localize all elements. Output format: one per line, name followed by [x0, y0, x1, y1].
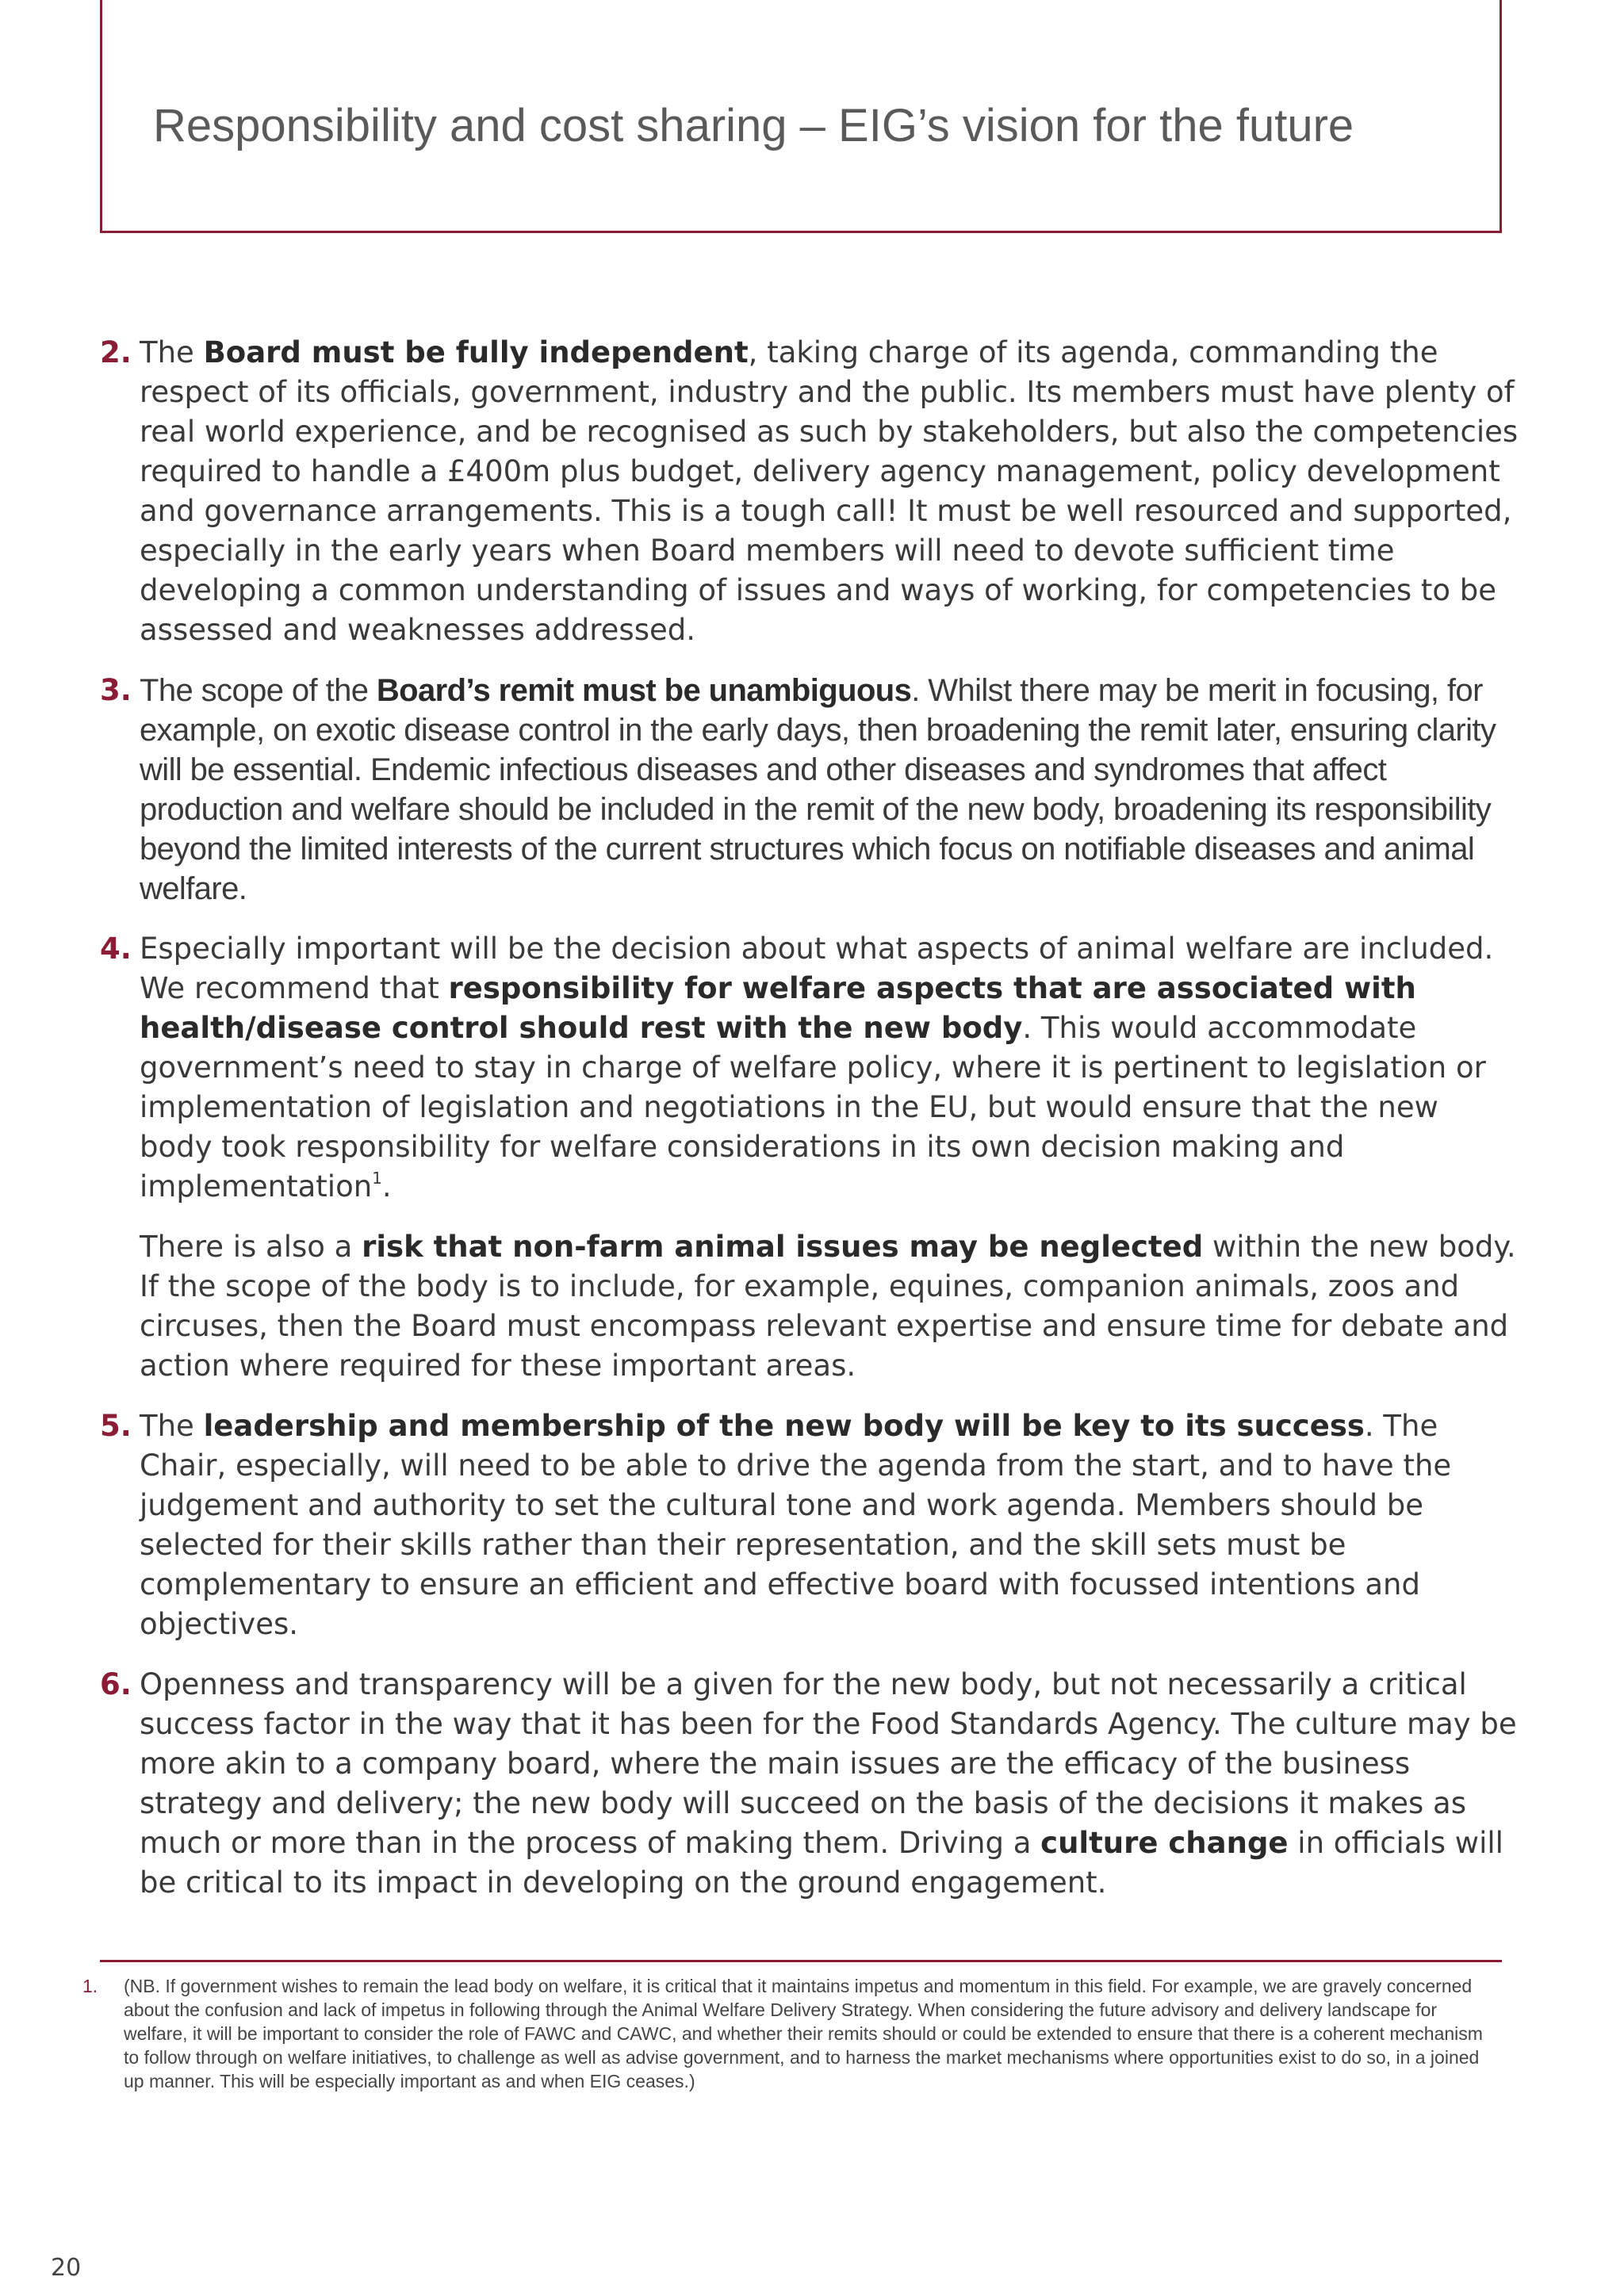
item-text: The Board must be fully independent, taking charge of its agenda, commanding the respect of its officials, government, industry and the public. Its members must have plenty of real world experience, and be recognised as such by stakeholders, but also the competencies required to handle a £400m plus budget, delivery agency management, policy development and governance arrangements. This is a tough call! It must be well resourced and supported, especially in the early years when Board members will need to devote sufficient time developing a common understanding of issues and ways of working, for competencies to be assessed and weaknesses addressed.	[140, 335, 1519, 647]
item-emphasis: risk that non-farm animal issues may be neglected	[362, 1230, 1204, 1264]
item-number: 4.	[100, 932, 132, 966]
list-item-4	[100, 929, 1519, 1207]
item-number: 5.	[100, 1409, 132, 1443]
item-number: 2.	[100, 335, 132, 369]
item-number: 3.	[100, 673, 132, 707]
page-number: 20	[51, 2254, 82, 2282]
list-item-2	[100, 333, 1519, 650]
item-emphasis: Board must be fully independent	[203, 335, 749, 369]
item-text: Especially important will be the decision about what aspects of animal welfare are included. We recommend that responsibility for welfare aspects that are associated with health/disease control should rest with the new body. This would accommodate government’s need to stay in charge of welfare policy, where it is pertinent to legislation or implementation of legislation and negotiations in the EU, but would ensure that the new body took responsibility for welfare considerations in its own decision making and implementation$^1$.	[140, 932, 1494, 1203]
main-content	[100, 333, 1519, 1923]
item-emphasis: Board’s remit must be unambiguous	[376, 673, 912, 708]
footnote-divider	[100, 1960, 1502, 1962]
item-text: There is also a risk that non-farm animal issues may be neglected within the new body. If the scope of the body is to include, for example, equines, companion animals, zoos and circuses, then the Board must encompass relevant expertise and ensure time for debate and action where required for these important areas.	[140, 1230, 1516, 1383]
page-title: Responsibility and cost sharing – EIG’s vision for the future	[153, 100, 1354, 151]
header-box	[100, 0, 1502, 233]
footnote-number: 1.	[82, 1976, 98, 1996]
item-text: Openness and transparency will be a given for the new body, but not necessarily a critical success factor in the way that it has been for the Food Standards Agency. The culture may be more akin to a company board, where the main issues are the efficacy of the business strategy and delivery; the new body will succeed on the basis of the decisions it makes as much or more than in the process of making them. Driving a culture change in officials will be critical to its impact in developing on the ground engagement.	[140, 1667, 1517, 1900]
item-text: The leadership and membership of the new body will be key to its success. The Chair, especially, will need to be able to drive the agenda from the start, and to have the judgement and authority to set the cultural tone and work agenda. Members should be selected for their skills rather than their representation, and the skill sets must be complementary to ensure an efficient and effective board with focussed intentions and objectives.	[140, 1409, 1452, 1641]
item-number: 6.	[100, 1667, 132, 1701]
footnote-text: (NB. If government wishes to remain the lead body on welfare, it is critical that it maintains impetus and momentum in this field. For example, we are gravely concerned about the confusion and lack of impetus in following through the Animal Welfare Delivery Strategy. When considering the future advisory and delivery landscape for welfare, it will be important to consider the role of FAWC and CAWC, and whether their remits should or could be extended to ensure that there is a coherent mechanism to follow through on welfare initiatives, to challenge as well as advise government, and to harness the market mechanisms where opportunities exist to do so, in a joined up manner. This will be especially important as and when EIG ceases.)	[124, 1976, 1483, 2091]
list-item-3	[100, 671, 1519, 909]
item-emphasis: responsibility for welfare aspects that are associated with health/disease control should rest with the new body	[140, 971, 1416, 1045]
list-item-5	[100, 1406, 1519, 1644]
item-4-continuation	[100, 1227, 1519, 1386]
item-text: The scope of the Board’s remit must be unambiguous. Whilst there may be merit in focusing, for example, on exotic disease control in the early days, then broadening the remit later, ensuring clarity will be essential. Endemic infectious diseases and other diseases and syndromes that affect production and welfare should be included in the remit of the new body, broadening its responsibility beyond the limited interests of the current structures which focus on notifiable diseases and animal welfare.	[140, 673, 1496, 906]
footnote-ref[interactable]: 1	[372, 1169, 382, 1188]
list-item-6	[100, 1665, 1519, 1903]
item-emphasis: leadership and membership of the new body will be key to its success	[203, 1409, 1365, 1443]
item-emphasis: culture change	[1040, 1826, 1289, 1860]
footnote	[82, 1974, 1502, 2093]
